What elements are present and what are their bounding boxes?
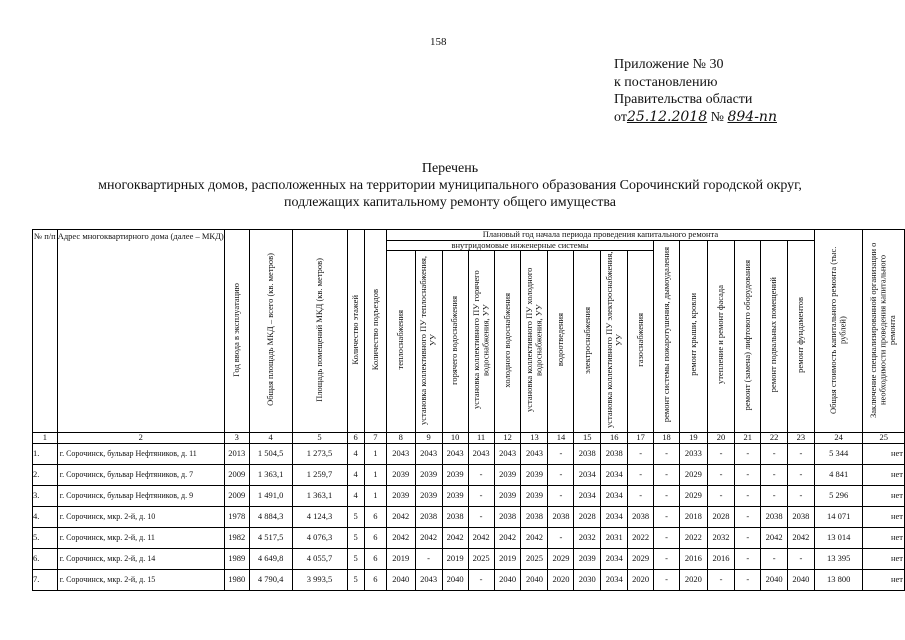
table-cell: 2039 xyxy=(494,464,521,485)
table-cell: 2029 xyxy=(548,548,574,569)
column-number: 6 xyxy=(347,432,364,443)
table-cell: 4 xyxy=(347,464,364,485)
address-cell: г. Сорочинск, мкр. 2-й, д. 10 xyxy=(57,506,224,527)
header-work-4: установка коллективного ПУ горячего водоснабжения, УУ xyxy=(468,251,494,433)
table-cell: 13 014 xyxy=(814,527,863,548)
table-cell: 2038 xyxy=(628,506,654,527)
table-cell: - xyxy=(735,548,761,569)
column-number: 16 xyxy=(601,432,628,443)
table-row xyxy=(33,527,905,548)
address-cell: г. Сорочинск, мкр. 2-й, д. 15 xyxy=(57,569,224,590)
table-cell: - xyxy=(654,506,680,527)
header-conclusion: Заключение специализированной организации о необходимости проведения капитального ремонта xyxy=(863,230,905,433)
table-row xyxy=(33,506,905,527)
table-cell: 2025 xyxy=(468,548,494,569)
table-cell: 2009 xyxy=(224,464,249,485)
table-cell: 5. xyxy=(33,527,58,548)
table-cell: нет xyxy=(863,464,905,485)
header-work-10: газоснабжения xyxy=(628,251,654,433)
table-cell: 2043 xyxy=(494,443,521,464)
table-cell: 2039 xyxy=(442,485,468,506)
table-cell: 13 800 xyxy=(814,569,863,590)
table-cell: 1. xyxy=(33,443,58,464)
table-cell: 5 xyxy=(347,569,364,590)
table-cell: нет xyxy=(863,485,905,506)
table-cell: 1 504,5 xyxy=(249,443,292,464)
page-number: 158 xyxy=(430,36,447,48)
table-cell: 1 273,5 xyxy=(292,443,347,464)
document-title xyxy=(60,160,840,211)
table-cell: 5 xyxy=(347,548,364,569)
column-number: 2 xyxy=(57,432,224,443)
column-number: 7 xyxy=(364,432,386,443)
column-number: 12 xyxy=(494,432,521,443)
column-number: 19 xyxy=(680,432,708,443)
address-cell: г. Сорочинск, бульвар Нефтяников, д. 7 xyxy=(57,464,224,485)
table-cell: - xyxy=(761,548,788,569)
header-work-13: утепление и ремонт фасада xyxy=(707,240,735,432)
table-cell: 2029 xyxy=(680,485,708,506)
table-cell: - xyxy=(628,464,654,485)
table-cell: - xyxy=(654,548,680,569)
column-number: 23 xyxy=(788,432,815,443)
table-cell: 2038 xyxy=(442,506,468,527)
table-cell: 2013 xyxy=(224,443,249,464)
table-cell: 5 344 xyxy=(814,443,863,464)
table-cell: 2034 xyxy=(601,569,628,590)
table-cell: 2022 xyxy=(680,527,708,548)
column-number: 11 xyxy=(468,432,494,443)
table-cell: 2042 xyxy=(494,527,521,548)
table-cell: 2039 xyxy=(521,464,548,485)
table-cell: - xyxy=(654,569,680,590)
header-work-7: водоотведения xyxy=(548,251,574,433)
table-cell: - xyxy=(654,527,680,548)
table-cell: 2042 xyxy=(468,527,494,548)
table-row xyxy=(33,464,905,485)
table-cell: 2025 xyxy=(521,548,548,569)
appendix-block xyxy=(614,56,777,126)
table-cell: 2034 xyxy=(601,506,628,527)
table-cell: 6 xyxy=(364,569,386,590)
table-cell: 2042 xyxy=(387,527,416,548)
table-cell: 5 xyxy=(347,506,364,527)
table-cell: 2034 xyxy=(574,464,601,485)
table-row xyxy=(33,443,905,464)
header-entrances: Количество подъездов xyxy=(364,230,386,433)
table-cell: 2039 xyxy=(387,464,416,485)
table-cell: 2038 xyxy=(548,506,574,527)
table-cell: 2039 xyxy=(415,485,442,506)
column-number: 22 xyxy=(761,432,788,443)
table-row xyxy=(33,548,905,569)
table-cell: 13 395 xyxy=(814,548,863,569)
table-cell: 14 071 xyxy=(814,506,863,527)
table-cell: - xyxy=(548,527,574,548)
appendix-date-line xyxy=(614,109,777,127)
table-cell: 1 xyxy=(364,485,386,506)
table-cell: 2018 xyxy=(680,506,708,527)
table-cell: 2. xyxy=(33,464,58,485)
table-cell: 2033 xyxy=(680,443,708,464)
table-cell: 2020 xyxy=(628,569,654,590)
table-cell: 2032 xyxy=(574,527,601,548)
table-cell: 2040 xyxy=(442,569,468,590)
table-cell: 1 xyxy=(364,464,386,485)
table-cell: 2043 xyxy=(521,443,548,464)
title-line-1: Перечень xyxy=(421,161,479,176)
table-cell: - xyxy=(415,548,442,569)
table-cell: 2019 xyxy=(387,548,416,569)
header-floors: Количество этажей xyxy=(347,230,364,433)
table-cell: 1982 xyxy=(224,527,249,548)
table-cell: 2039 xyxy=(442,464,468,485)
table-cell: 4 xyxy=(347,485,364,506)
table-cell: 2039 xyxy=(415,464,442,485)
table-cell: 4 841 xyxy=(814,464,863,485)
table-cell: - xyxy=(548,485,574,506)
table-cell: 1978 xyxy=(224,506,249,527)
header-planned-year: Плановый год начала периода проведения капитального ремонта xyxy=(387,230,815,241)
table-cell: - xyxy=(788,485,815,506)
table-cell: 2034 xyxy=(574,485,601,506)
table-cell: 4 076,3 xyxy=(292,527,347,548)
column-number: 21 xyxy=(735,432,761,443)
column-number: 1 xyxy=(33,432,58,443)
table-cell: 4. xyxy=(33,506,58,527)
header-work-2: установка коллективного ПУ теплоснабжения, УУ xyxy=(415,251,442,433)
table-cell: 2040 xyxy=(788,569,815,590)
header-engineering-systems: внутридомовые инженерные системы xyxy=(387,240,654,251)
table-row xyxy=(33,569,905,590)
table-cell: нет xyxy=(863,548,905,569)
table-cell: 3 993,5 xyxy=(292,569,347,590)
table-cell: 2043 xyxy=(415,443,442,464)
column-number: 4 xyxy=(249,432,292,443)
date-prefix: от xyxy=(614,109,627,125)
table-cell: 2039 xyxy=(387,485,416,506)
appendix-line-1: Приложение № 30 xyxy=(614,57,724,72)
table-cell: 7. xyxy=(33,569,58,590)
address-cell: г. Сорочинск, бульвар Нефтяников, д. 9 xyxy=(57,485,224,506)
header-address: Адрес многоквартирного дома (далее – МКД) xyxy=(57,230,224,433)
table-cell: 2042 xyxy=(521,527,548,548)
table-cell: 3. xyxy=(33,485,58,506)
table-cell: 2039 xyxy=(494,485,521,506)
table-cell: - xyxy=(761,443,788,464)
header-work-3: горячего водоснабжения xyxy=(442,251,468,433)
table-cell: 2019 xyxy=(442,548,468,569)
table-cell: - xyxy=(735,443,761,464)
table-cell: 2039 xyxy=(574,548,601,569)
header-work-12: ремонт крыши, кровли xyxy=(680,240,708,432)
table-cell: нет xyxy=(863,443,905,464)
column-number: 8 xyxy=(387,432,416,443)
table-cell: - xyxy=(735,485,761,506)
table-cell: 2043 xyxy=(415,569,442,590)
table-cell: - xyxy=(761,485,788,506)
table-cell: - xyxy=(468,464,494,485)
table-cell: 6 xyxy=(364,506,386,527)
table-cell: 2042 xyxy=(442,527,468,548)
table-cell: 2016 xyxy=(680,548,708,569)
address-cell: г. Сорочинск, бульвар Нефтяников, д. 11 xyxy=(57,443,224,464)
handwritten-date: 25.12.2018 xyxy=(626,108,708,125)
table-cell: - xyxy=(735,527,761,548)
table-cell: 1 363,1 xyxy=(249,464,292,485)
table-cell: 2042 xyxy=(387,506,416,527)
table-cell: 2031 xyxy=(601,527,628,548)
table-cell: 2020 xyxy=(680,569,708,590)
table-cell: 2028 xyxy=(707,506,735,527)
table-cell: 1980 xyxy=(224,569,249,590)
header-work-14: ремонт (замена) лифтового оборудования xyxy=(735,240,761,432)
table-cell: - xyxy=(761,464,788,485)
table-cell: 2029 xyxy=(680,464,708,485)
table-cell: 4 790,4 xyxy=(249,569,292,590)
column-number: 17 xyxy=(628,432,654,443)
table-cell: 6. xyxy=(33,548,58,569)
table-cell: 2040 xyxy=(521,569,548,590)
address-cell: г. Сорочинск, мкр. 2-й, д. 14 xyxy=(57,548,224,569)
header-work-8: электроснабжения xyxy=(574,251,601,433)
table-cell: - xyxy=(788,464,815,485)
table-cell: - xyxy=(628,443,654,464)
table-cell: 2038 xyxy=(761,506,788,527)
table-cell: 2043 xyxy=(387,443,416,464)
header-cost: Общая стоимость капитального ремонта (тыс. рублей) xyxy=(814,230,863,433)
table-cell: 1 491,0 xyxy=(249,485,292,506)
appendix-line-2: к постановлению xyxy=(614,74,718,90)
table-cell: 4 517,5 xyxy=(249,527,292,548)
table-cell: 2034 xyxy=(601,485,628,506)
number-prefix: № xyxy=(710,109,724,125)
table-cell: 2022 xyxy=(628,527,654,548)
table-cell: 2034 xyxy=(601,548,628,569)
table-cell: - xyxy=(788,443,815,464)
table-cell: 2038 xyxy=(415,506,442,527)
table-cell: - xyxy=(654,443,680,464)
table-cell: - xyxy=(707,464,735,485)
header-work-16: ремонт фундаментов xyxy=(788,240,815,432)
table-cell: 2020 xyxy=(548,569,574,590)
column-number: 3 xyxy=(224,432,249,443)
column-number: 9 xyxy=(415,432,442,443)
table-cell: 2028 xyxy=(574,506,601,527)
handwritten-number: 894-пп xyxy=(727,108,777,125)
header-year: Год ввода в эксплуатацию xyxy=(224,230,249,433)
column-number: 20 xyxy=(707,432,735,443)
table-cell: 1 363,1 xyxy=(292,485,347,506)
table-cell: 2038 xyxy=(788,506,815,527)
table-cell: 2009 xyxy=(224,485,249,506)
header-premises-area: Площадь помещений МКД (кв. метров) xyxy=(292,230,347,433)
table-cell: нет xyxy=(863,569,905,590)
table-cell: - xyxy=(654,485,680,506)
table-cell: 2029 xyxy=(628,548,654,569)
table-cell: 2016 xyxy=(707,548,735,569)
table-cell: 2034 xyxy=(601,464,628,485)
table-cell: 2042 xyxy=(788,527,815,548)
column-number: 14 xyxy=(548,432,574,443)
table-cell: 2042 xyxy=(415,527,442,548)
column-number: 10 xyxy=(442,432,468,443)
table-cell: - xyxy=(707,485,735,506)
table-cell: - xyxy=(628,485,654,506)
table-cell: - xyxy=(654,464,680,485)
table-cell: 4 884,3 xyxy=(249,506,292,527)
table-cell: 4 124,3 xyxy=(292,506,347,527)
table-cell: 4 649,8 xyxy=(249,548,292,569)
table-cell: - xyxy=(468,506,494,527)
table-cell: - xyxy=(788,548,815,569)
table-cell: 2019 xyxy=(494,548,521,569)
table-cell: 2038 xyxy=(494,506,521,527)
column-number: 24 xyxy=(814,432,863,443)
table-cell: 2039 xyxy=(521,485,548,506)
table-cell: 4 xyxy=(347,443,364,464)
table-cell: 2040 xyxy=(761,569,788,590)
header-work-15: ремонт подвальных помещений xyxy=(761,240,788,432)
address-cell: г. Сорочинск, мкр. 2-й, д. 11 xyxy=(57,527,224,548)
table-cell: 2040 xyxy=(494,569,521,590)
header-work-6: установка коллективного ПУ холодного водоснабжения, УУ xyxy=(521,251,548,433)
table-cell: 2032 xyxy=(707,527,735,548)
title-line-3: подлежащих капитальному ремонту общего имущества xyxy=(284,195,616,210)
houses-table xyxy=(32,229,905,591)
table-cell: - xyxy=(468,569,494,590)
header-work-5: холодного водоснабжения xyxy=(494,251,521,433)
table-cell: нет xyxy=(863,527,905,548)
header-total-area: Общая площадь МКД – всего (кв. метров) xyxy=(249,230,292,433)
table-cell: - xyxy=(707,443,735,464)
table-row xyxy=(33,485,905,506)
column-number: 15 xyxy=(574,432,601,443)
table-cell: 1 259,7 xyxy=(292,464,347,485)
table-cell: 2043 xyxy=(442,443,468,464)
table-cell: 1 xyxy=(364,443,386,464)
table-cell: 1989 xyxy=(224,548,249,569)
header-num: № п/п xyxy=(33,230,58,433)
table-cell: - xyxy=(548,464,574,485)
column-number: 13 xyxy=(521,432,548,443)
table-cell: - xyxy=(468,485,494,506)
table-cell: 2042 xyxy=(761,527,788,548)
header-work-9: установка коллективного ПУ электроснабжения, УУ xyxy=(601,251,628,433)
table-cell: - xyxy=(735,569,761,590)
table-cell: 2038 xyxy=(521,506,548,527)
table-cell: - xyxy=(707,569,735,590)
table-cell: 4 055,7 xyxy=(292,548,347,569)
column-number: 25 xyxy=(863,432,905,443)
table-cell: - xyxy=(548,443,574,464)
column-number: 18 xyxy=(654,432,680,443)
column-number: 5 xyxy=(292,432,347,443)
table-cell: 5 xyxy=(347,527,364,548)
title-line-2: многоквартирных домов, расположенных на территории муниципального образования Сорочинский городской округ, xyxy=(98,178,802,193)
table-cell: 2040 xyxy=(387,569,416,590)
table-cell: 2030 xyxy=(574,569,601,590)
header-work-1: теплоснабжения xyxy=(387,251,416,433)
table-cell: нет xyxy=(863,506,905,527)
table-cell: - xyxy=(735,506,761,527)
table-cell: 2038 xyxy=(574,443,601,464)
table-cell: - xyxy=(735,464,761,485)
table-cell: 2043 xyxy=(468,443,494,464)
table-cell: 5 296 xyxy=(814,485,863,506)
table-cell: 6 xyxy=(364,527,386,548)
table-cell: 2038 xyxy=(601,443,628,464)
appendix-line-3: Правительства области xyxy=(614,92,753,107)
table-cell: 6 xyxy=(364,548,386,569)
header-work-11: ремонт системы пожаротушения, дымоудаления xyxy=(654,240,680,432)
